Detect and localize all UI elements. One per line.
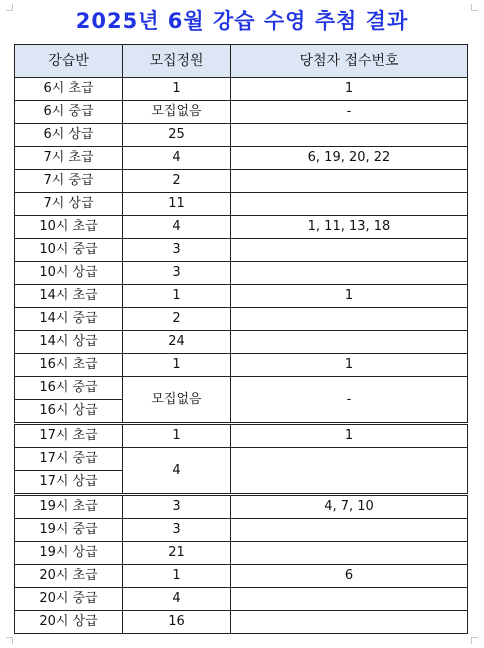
capacity-cell: 4 [123,588,231,611]
class-cell: 17시 중급 [15,448,123,471]
table-row [15,124,468,147]
winners-cell: 4, 7, 10 [231,495,468,519]
lottery-results-table [14,44,468,634]
winners-cell [231,331,468,354]
class-cell: 7시 중급 [15,170,123,193]
capacity-cell: 3 [123,495,231,519]
table-row [15,377,468,400]
winners-cell: 1 [231,78,468,101]
page-corner-mark [471,637,478,644]
table-row [15,216,468,239]
capacity-cell-merged: 모집없음 [123,377,231,424]
capacity-cell: 3 [123,239,231,262]
capacity-cell: 1 [123,424,231,448]
class-cell: 16시 중급 [15,377,123,400]
table-header-row [15,45,468,78]
class-cell: 14시 중급 [15,308,123,331]
class-cell: 16시 초급 [15,354,123,377]
winners-cell [231,239,468,262]
capacity-cell: 2 [123,308,231,331]
table-row [15,308,468,331]
class-cell: 7시 상급 [15,193,123,216]
winners-cell-merged: - [231,377,468,424]
capacity-cell: 16 [123,611,231,634]
class-cell: 20시 상급 [15,611,123,634]
capacity-cell: 24 [123,331,231,354]
table-row [15,448,468,471]
table-row [15,611,468,634]
class-cell: 6시 중급 [15,101,123,124]
table-row [15,495,468,519]
table-row [15,542,468,565]
table-row [15,101,468,124]
winners-cell [231,170,468,193]
capacity-cell: 25 [123,124,231,147]
class-cell: 6시 상급 [15,124,123,147]
table-row [15,424,468,448]
winners-cell [231,542,468,565]
winners-cell [231,519,468,542]
class-cell: 20시 중급 [15,588,123,611]
winners-cell: 6 [231,565,468,588]
capacity-cell: 11 [123,193,231,216]
capacity-cell: 1 [123,78,231,101]
class-cell: 19시 초급 [15,495,123,519]
class-cell: 20시 초급 [15,565,123,588]
winners-cell: 6, 19, 20, 22 [231,147,468,170]
class-cell: 6시 초급 [15,78,123,101]
capacity-cell: 4 [123,147,231,170]
table-row [15,331,468,354]
table-row [15,285,468,308]
winners-cell: 1 [231,354,468,377]
capacity-cell: 2 [123,170,231,193]
class-cell: 17시 상급 [15,471,123,495]
winners-cell-merged [231,448,468,495]
winners-cell: 1 [231,285,468,308]
class-cell: 7시 초급 [15,147,123,170]
table-row [15,170,468,193]
table-row [15,193,468,216]
winners-cell [231,588,468,611]
header-capacity: 모집정원 [123,45,231,78]
class-cell: 10시 초급 [15,216,123,239]
capacity-cell-merged: 4 [123,448,231,495]
winners-cell: 1, 11, 13, 18 [231,216,468,239]
table-row [15,354,468,377]
winners-cell: - [231,101,468,124]
page-corner-mark [6,637,13,644]
header-winners: 당첨자 접수번호 [231,45,468,78]
table-row [15,519,468,542]
table-row [15,78,468,101]
winners-cell [231,611,468,634]
class-cell: 14시 초급 [15,285,123,308]
winners-cell: 1 [231,424,468,448]
class-cell: 10시 중급 [15,239,123,262]
class-cell: 19시 중급 [15,519,123,542]
header-class: 강습반 [15,45,123,78]
table-row [15,147,468,170]
capacity-cell: 21 [123,542,231,565]
winners-cell [231,193,468,216]
capacity-cell: 1 [123,565,231,588]
class-cell: 16시 상급 [15,400,123,424]
table-row [15,262,468,285]
page-title: 2025년 6월 강습 수영 추첨 결과 [75,9,409,33]
capacity-cell: 3 [123,262,231,285]
winners-cell [231,308,468,331]
capacity-cell: 1 [123,285,231,308]
table-row [15,239,468,262]
capacity-cell: 4 [123,216,231,239]
capacity-cell: 모집없음 [123,101,231,124]
winners-cell [231,124,468,147]
class-cell: 17시 초급 [15,424,123,448]
class-cell: 10시 상급 [15,262,123,285]
winners-cell [231,262,468,285]
capacity-cell: 3 [123,519,231,542]
class-cell: 19시 상급 [15,542,123,565]
class-cell: 14시 상급 [15,331,123,354]
table-row [15,565,468,588]
table-row [15,588,468,611]
capacity-cell: 1 [123,354,231,377]
